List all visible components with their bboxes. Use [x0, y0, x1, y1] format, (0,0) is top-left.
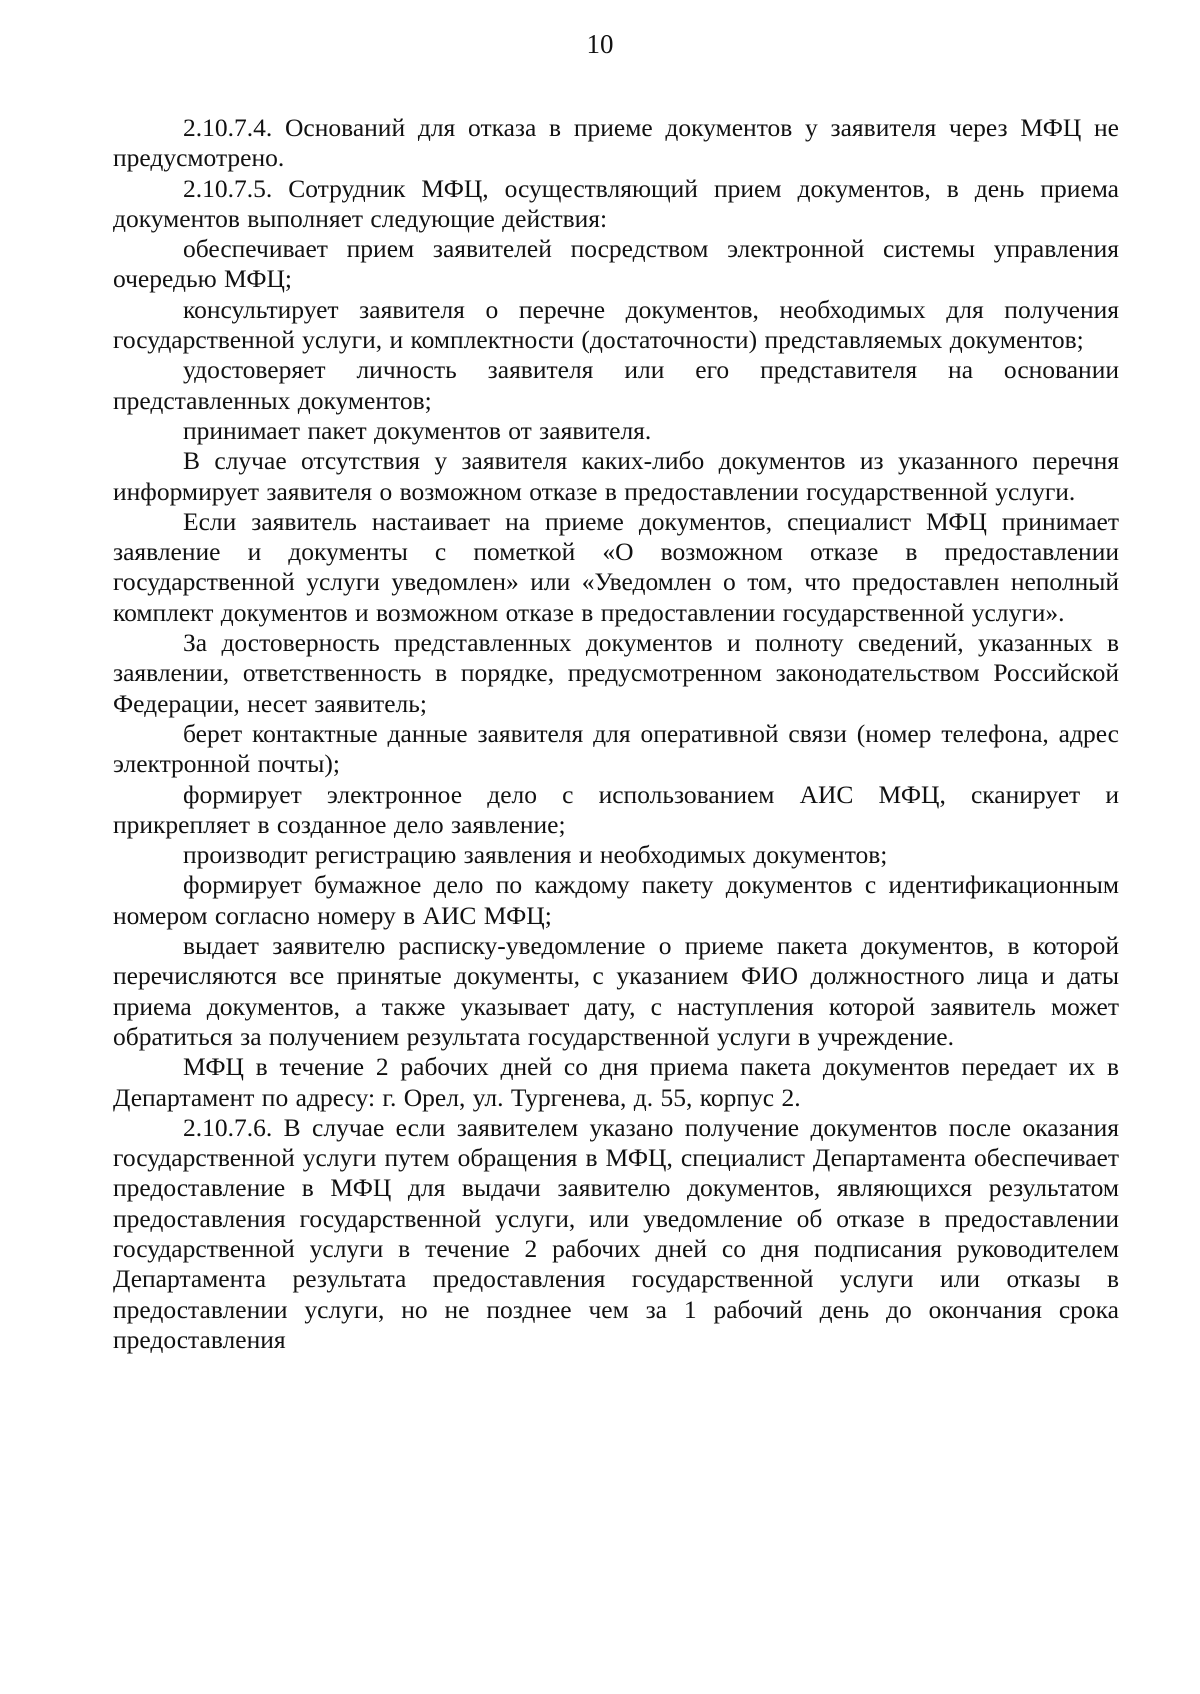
paragraph: производит регистрацию заявления и необходимых документов;	[183, 840, 888, 870]
paragraph: В случае отсутствия у заявителя каких-либо документов из указанного перечня информирует заявителя о возможном отказе в предоставлении государственной услуги.	[113, 446, 1119, 506]
paragraph: формирует бумажное дело по каждому пакету документов с идентификационным номером согласно номеру в АИС МФЦ;	[113, 870, 1119, 930]
paragraph: 2.10.7.5. Сотрудник МФЦ, осуществляющий прием документов, в день приема документов выполняет следующие действия:	[113, 173, 1119, 233]
page-number: 10	[586, 29, 614, 59]
paragraph: Если заявитель настаивает на приеме документов, специалист МФЦ принимает заявление и документы с пометкой «О возможном отказе в предоставлении государственной услуги уведомлен» или «Уведомлен о том, что предоставлен неполный комплект документов и возможном отказе в предоставлении государственной услуги».	[113, 506, 1119, 627]
paragraph: обеспечивает прием заявителей посредством электронной системы управления очередью МФЦ;	[113, 234, 1119, 294]
paragraph: берет контактные данные заявителя для оперативной связи (номер телефона, адрес электронной почты);	[113, 718, 1119, 779]
paragraph: консультирует заявителя о перечне документов, необходимых для получения государственной услуги, и комплектности (достаточности) представляемых документов;	[113, 294, 1119, 355]
paragraph: формирует электронное дело с использованием АИС МФЦ, сканирует и прикрепляет в созданное дело заявление;	[113, 779, 1119, 839]
paragraph: 2.10.7.6. В случае если заявителем указано получение документов после оказания государственной услуги путем обращения в МФЦ, специалист Департамента обеспечивает предоставление в МФЦ для выдачи заявителю документов, являющихся результатом предоставления государственной услуги, или уведомление об отказе в предоставлении государственной услуги в течение 2 рабочих дней со дня подписания руководителем Департамента результата предоставления государственной услуги или отказы в предоставлении услуги, но не позднее чем за 1 рабочий день до окончания срока предоставления	[113, 1112, 1119, 1354]
paragraph: выдает заявителю расписку-уведомление о приеме пакета документов, в которой перечисляются все принятые документы, с указанием ФИО должностного лица и даты приема документов, а также указывает дату, с наступления которой заявитель может обратиться за получением результата государственной услуги в учреждение.	[113, 931, 1119, 1051]
paragraph: удостоверяет личность заявителя или его представителя на основании представленных документов;	[113, 355, 1119, 415]
document-body	[113, 113, 1119, 1355]
paragraph: МФЦ в течение 2 рабочих дней со дня приема пакета документов передает их в Департамент по адресу: г. Орел, ул. Тургенева, д. 55, корпус 2.	[113, 1052, 1119, 1112]
paragraph: 2.10.7.4. Оснований для отказа в приеме документов у заявителя через МФЦ не предусмотрено.	[113, 113, 1119, 173]
paragraph: За достоверность представленных документов и полноту сведений, указанных в заявлении, ответственность в порядке, предусмотренном законодательством Российской Федерации, несет заявитель;	[113, 628, 1119, 718]
paragraph: принимает пакет документов от заявителя.	[183, 415, 652, 445]
